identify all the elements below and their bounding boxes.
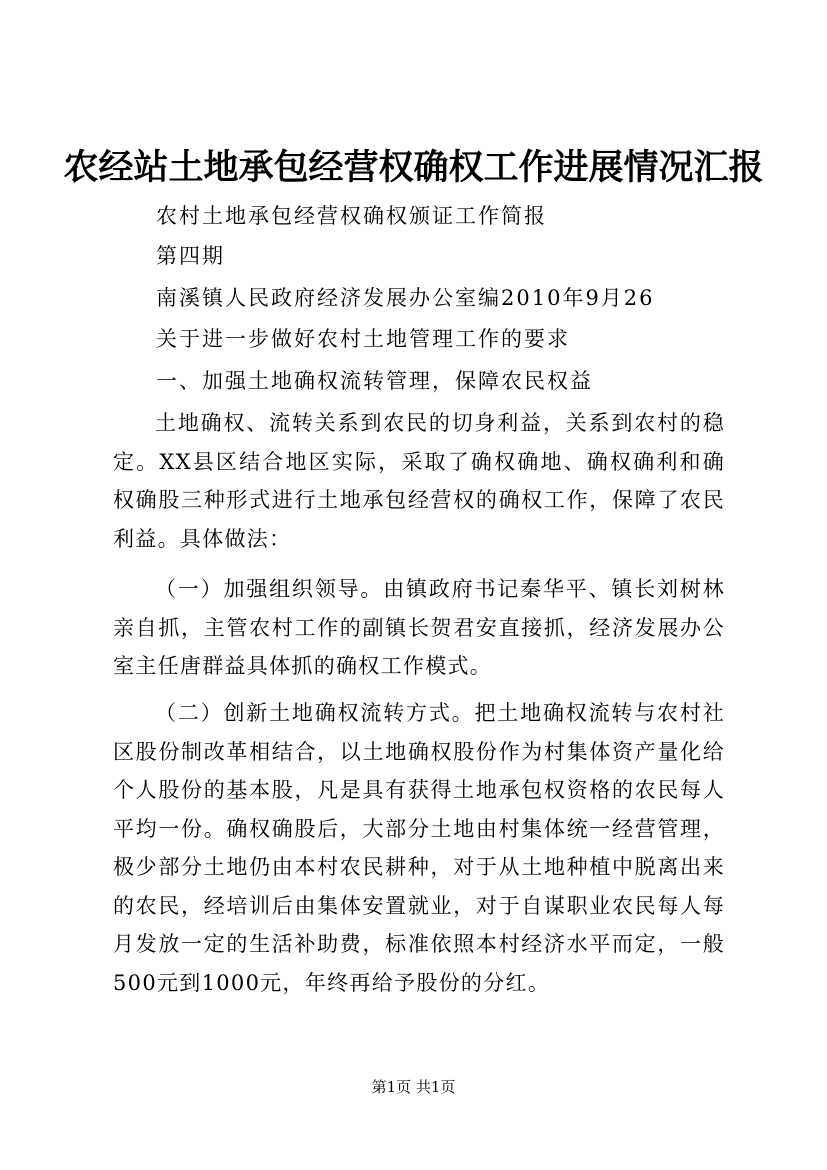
bulletin-name: 农村土地承包经营权确权颁证工作简报 (156, 204, 547, 228)
issue-number: 第四期 (156, 244, 225, 268)
body-paragraph: 土地确权、流转关系到农民的切身利益，关系到农村的稳定。XX县区结合地区实际，采取了确权确地、确权确利和确权确股三种形式进行土地承包经营权的确权工作，保障了农民利益。具体做法： (113, 411, 725, 551)
document-title: 农经站土地承包经营权确权工作进展情况汇报 (63, 147, 764, 188)
editor-and-date: 南溪镇人民政府经济发展办公室编2010年9月26 (156, 286, 655, 310)
subsection-heading: 一、加强土地确权流转管理，保障农民权益 (156, 369, 593, 393)
section-heading: 关于进一步做好农村土地管理工作的要求 (156, 327, 570, 351)
body-paragraph: （二）创新土地确权流转方式。把土地确权流转与农村社区股份制改革相结合，以土地确权股份作为村集体资产量化给个人股份的基本股，凡是具有获得土地承包权资格的农民每人平均一份。确权确股后，大部分土地由村集体统一经营管理，极少部分土地仍由本村农民耕种，对于从土地种植中脱离出来的农民，经培训后由集体安置就业，对于自谋职业农民每人每月发放一定的生活补助费，标准依照本村经济水平而定，一般500元到1000元，年终再给予股份的分红。 (113, 701, 725, 995)
page-footer: 第1页 共1页 (371, 1078, 456, 1096)
body-paragraph: （一）加强组织领导。由镇政府书记秦华平、镇长刘树林亲自抓，主管农村工作的副镇长贺君安直接抓，经济发展办公室主任唐群益具体抓的确权工作模式。 (113, 577, 725, 678)
